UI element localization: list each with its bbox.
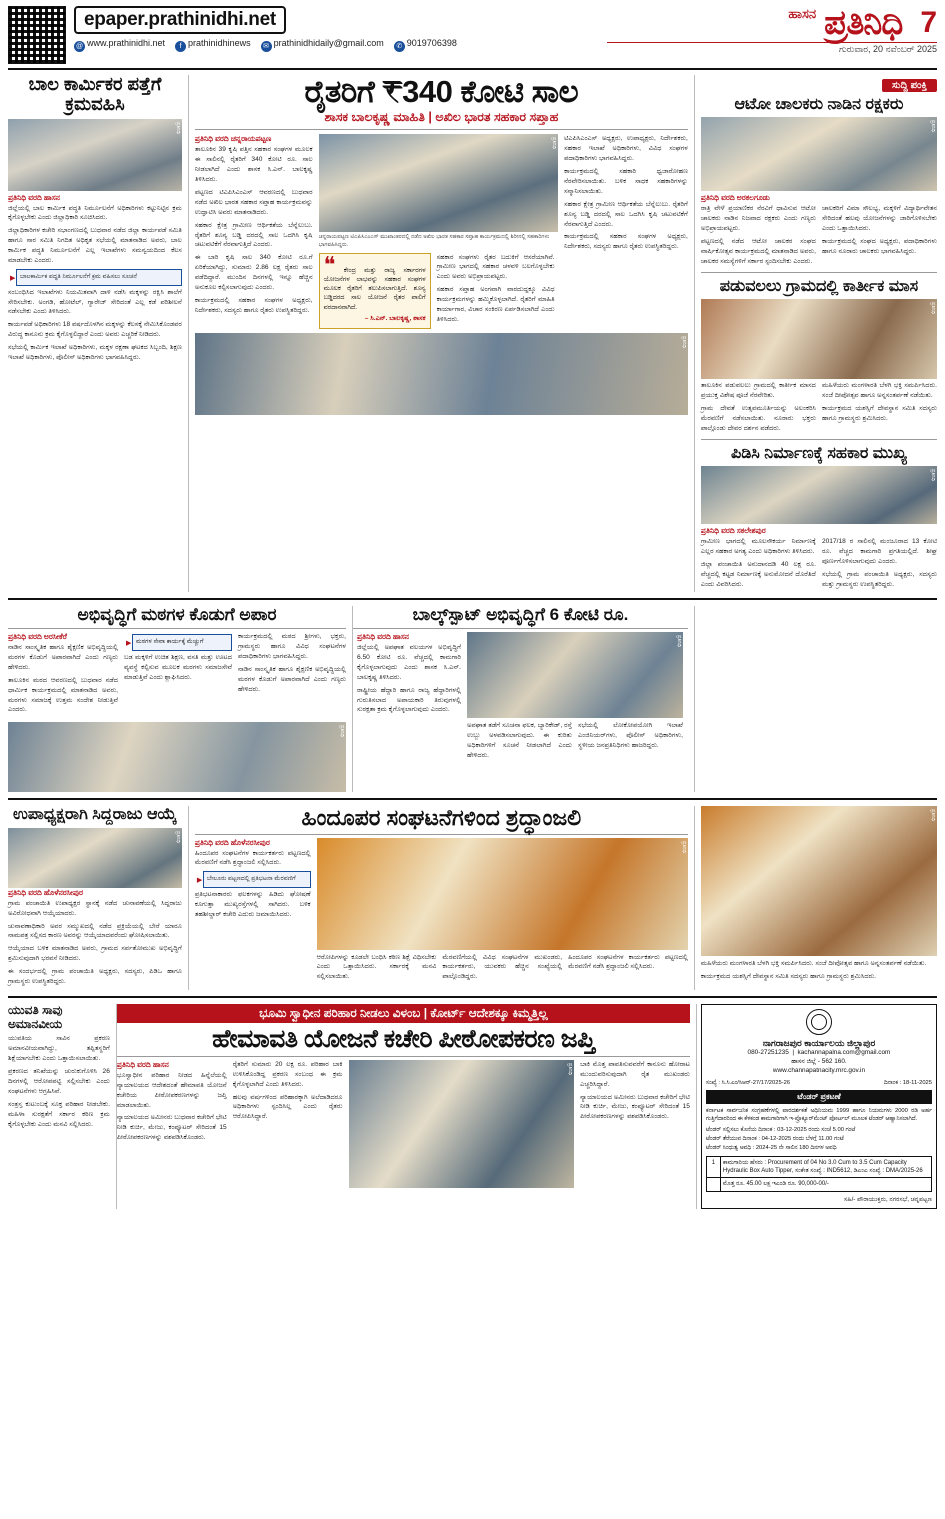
mid-right-photo — [467, 632, 683, 718]
paragraph: ಈ ಸಂದರ್ಭದಲ್ಲಿ ಗ್ರಾಮ ಪಂಚಾಯಿತಿ ಅಧ್ಯಕ್ಷರು, ಸದಸ್ಯರು, ಪಿಡಿಒ ಹಾಗೂ ಗ್ರಾಮಸ್ಥರು ಉಪಸ್ಥಿತರಿದ್ದರು. — [8, 968, 182, 985]
paragraph: ಟಿಎಪಿಸಿಎಂಎಸ್ ಅಧ್ಯಕ್ಷರು, ಉಪಾಧ್ಯಕ್ಷರು, ನಿರ್ದೇಶಕರು, ಸಹಕಾರ ಇಲಾಖೆ ಅಧಿಕಾರಿಗಳು, ವಿವಿಧ ಸಂಘಗಳ ಪದಾಧಿಕಾರಿಗಳು ಭಾಗವಹಿಸಿದ್ದರು. — [564, 135, 688, 163]
ad-item-no: 1 — [706, 1156, 720, 1178]
ad-signature: ಸಹಿ/- ಪೌರಾಯುಕ್ತರು, ನಗರಸಭೆ, ಚನ್ನಪಟ್ಟಣ — [844, 1195, 932, 1203]
right-story-0-photo — [701, 117, 937, 191]
left-body — [8, 204, 182, 363]
social-item[interactable] — [175, 38, 251, 52]
photo-credit: ಪ್ರತಿನಿಧಿ — [676, 635, 682, 648]
bottom-left-headline: ಯುವತಿ ಸಾವು ಅಮಾನವೀಯ — [8, 1002, 63, 1031]
ad-title: ಟೆಂಡರ್ ಪ್ರಕಟಣೆ — [706, 1090, 932, 1103]
quote-icon: ❝ — [323, 251, 336, 277]
ad-body: ಕರ್ನಾಟಕ ಸಾರ್ವಜನಿಕ ಸಂಗ್ರಹಣೆಗಳಲ್ಲಿ ಪಾರದರ್ಶಕತೆ ಅಧಿನಿಯಮ 1999 ಹಾಗೂ ನಿಯಮಗಳು 2000 ರಡಿ ಅರ್ಹ ಗುತ್ತಿಗೆದಾರರಿಂದ ಈ ಕೆಳಕಂಡ ಕಾಮಗಾರಿಗಾಗಿ ಇ-ಪ್ರೊಕ್ಯೂರ್‌ಮೆಂಟ್ ಪೋರ್ಟಲ್ ಮೂಲಕ ಟೆಂಡರ್ ಆಹ್ವಾನಿಸಲಾಗಿದೆ. — [705, 1107, 932, 1123]
paragraph: ಗ್ರಾಮೀಣ ಭಾಗದಲ್ಲಿ ಮೂಲಸೌಕರ್ಯ ನಿರ್ಮಾಣಕ್ಕೆ ಎಲ್ಲರ ಸಹಕಾರ ಅಗತ್ಯ ಎಂದು ಅಧಿಕಾರಿಗಳು ತಿಳಿಸಿದರು. — [700, 537, 816, 555]
masthead-middle — [74, 6, 599, 52]
paragraph: 2017/18 ರ ಸಾಲಿನಲ್ಲಿ ಮಂಜೂರಾದ 13 ಕೋಟಿ ರೂ. ವೆಚ್ಚದ ಕಾಮಗಾರಿ ಪ್ರಗತಿಯಲ್ಲಿದೆ. ಶೀಘ್ರ ಪೂರ್ಣಗೊಳಿಸಲಾಗುವುದು ಎಂದರು. — [821, 537, 937, 565]
paragraph: ನ್ಯಾಯಾಲಯದ ಅಮೀನರು ಬುಧವಾರ ಕಚೇರಿಗೆ ಭೇಟಿ ನೀಡಿ ಕುರ್ಚಿ, ಮೇಜು, ಕಂಪ್ಯೂಟರ್ ಸೇರಿದಂತೆ 15 ಪೀಠೋಪಕರಣಗಳನ್ನು ವಶಪಡಿಸಿಕೊಂಡರು. — [116, 1114, 227, 1142]
paragraph: ತಾಲೂಕಿನ ಪಡುವಲಲು ಗ್ರಾಮದಲ್ಲಿ ಕಾರ್ತೀಕ ಮಾಸದ ಪ್ರಯುಕ್ತ ವಿಶೇಷ ಪೂಜೆ ನೆರವೇರಿತು. — [700, 382, 816, 400]
bottom-body-b — [233, 1060, 343, 1122]
paragraph: ಸಹಕಾರ ಕ್ಷೇತ್ರ ಗ್ರಾಮೀಣ ಆರ್ಥಿಕತೆಯ ಬೆನ್ನೆಲುಬು. ರೈತರಿಗೆ ಶೂನ್ಯ ಬಡ್ಡಿ ದರದಲ್ಲಿ ಸಾಲ ಒದಗಿಸಿ ಕೃಷಿ ಚಟುವಟಿಕೆಗೆ ನೆರವಾಗುತ್ತಿದೆ ಎಂದರು. — [194, 221, 313, 249]
callout-author: – ಸಿ.ಎನ್. ಬಾಲಕೃಷ್ಣ, ಶಾಸಕ — [364, 314, 426, 322]
photo-credit: ಪ್ರತಿನಿಧಿ — [930, 809, 936, 822]
publication-logo: ಪ್ರತಿನಿಧಿ — [824, 4, 903, 42]
website-item[interactable] — [74, 38, 165, 52]
paragraph: ಸಹಕಾರ ಕ್ಷೇತ್ರ ಗ್ರಾಮೀಣ ಆರ್ಥಿಕತೆಯ ಬೆನ್ನೆಲುಬು. ರೈತರಿಗೆ ಶೂನ್ಯ ಬಡ್ಡಿ ದರದಲ್ಲಿ ಸಾಲ ಒದಗಿಸಿ ಕೃಷಿ ಚಟುವಟಿಕೆಗೆ ನೆರವಾಗುತ್ತಿದೆ ಎಂದರು. — [564, 200, 688, 228]
right-story-2-photo — [701, 466, 937, 524]
right-story-1-body — [701, 381, 937, 433]
main-body-a — [195, 145, 313, 315]
ad-table — [706, 1156, 932, 1192]
paragraph: ಜಿಲ್ಲೆಯಲ್ಲಿ ಅಪಘಾತ ವಲಯಗಳ ಅಭಿವೃದ್ಧಿಗೆ 6.50 ಕೋಟಿ ರೂ. ವೆಚ್ಚದಲ್ಲಿ ಕಾಮಗಾರಿ ಕೈಗೊಳ್ಳಲಾಗುವುದು ಎಂದು ಶಾಸಕ ಸಿ.ಎನ್. ಬಾಲಕೃಷ್ಣ ತಿಳಿಸಿದರು. — [357, 644, 461, 681]
paragraph: ಗ್ರಾಮ ಪಂಚಾಯಿತಿ ಉಪಾಧ್ಯಕ್ಷರ ಸ್ಥಾನಕ್ಕೆ ನಡೆದ ಚುನಾವಣೆಯಲ್ಲಿ ಸಿದ್ದರಾಜು ಅವಿರೋಧವಾಗಿ ಆಯ್ಕೆಯಾದರು. — [8, 899, 182, 917]
paragraph: ಸಹಕಾರ ಸಂಘಗಳು ರೈತರ ಬದುಕಿಗೆ ಆಸರೆಯಾಗಿವೆ. ಗ್ರಾಮೀಣ ಭಾಗದಲ್ಲಿ ಸಹಕಾರ ಚಳವಳಿ ಬಲಗೊಳ್ಳಬೇಕು ಎಂದು ಅವರು ಅಭಿಪ್ರಾಯಪಟ್ಟರು. — [436, 253, 555, 281]
paragraph: ಆಯ್ಕೆಯಾದ ಬಳಿಕ ಮಾತನಾಡಿದ ಅವರು, ಗ್ರಾಮದ ಸರ್ವತೋಮುಖ ಅಭಿವೃದ್ಧಿಗೆ ಶ್ರಮಿಸುವುದಾಗಿ ಭರವಸೆ ನೀಡಿದರು. — [8, 945, 182, 963]
ad-pin: ಹಾಸನ ಜಿಲ್ಲೆ - 562 160. — [791, 1058, 847, 1066]
paragraph: ಹಿಂದೂಪರ ಸಂಘಟನೆಗಳ ಕಾರ್ಯಕರ್ತರು ಪಟ್ಟಣದಲ್ಲಿ ಮೆರವಣಿಗೆ ನಡೆಸಿ ಶ್ರದ್ಧಾಂಜಲಿ ಸಲ್ಲಿಸಿದರು. — [194, 849, 311, 867]
bottom-left-body — [8, 1034, 110, 1129]
lower-left-byline: ಪ್ರತಿನಿಧಿ ವರದಿ ಹೊಳೆನರಸೀಪುರ — [8, 887, 83, 897]
paragraph: ಬಾಕಿ ಮೊತ್ತ ಪಾವತಿಸುವವರೆಗೆ ಕಾನೂನು ಹೋರಾಟ ಮುಂದುವರಿಸುವುದಾಗಿ ರೈತ ಮುಖಂಡರು ಎಚ್ಚರಿಸಿದ್ದಾರೆ. — [580, 1060, 690, 1088]
mid-right-story — [352, 606, 688, 792]
qr-code-icon — [8, 6, 66, 64]
photo-credit: ಪ್ರತಿನಿಧಿ — [567, 1062, 574, 1075]
phone-item[interactable] — [394, 38, 457, 52]
lower-right-photo — [701, 806, 937, 956]
lower-mid-story — [188, 806, 688, 990]
bottom-main-story — [116, 1004, 690, 1209]
left-tagbox: ▶ ಬಾಲಕಾರ್ಮಿಕ ಪದ್ಧತಿ ನಿರ್ಮೂಲನೆಗೆ ಕ್ರಮ ವಹಿಸಲು ಸೂಚನೆ — [16, 269, 182, 286]
lower-mid-byline: ಪ್ರತಿನಿಧಿ ವರದಿ ಹೊಳೆನರಸೀಪುರ — [194, 837, 270, 847]
photo-credit: ಪ್ರತಿನಿಧಿ — [551, 137, 558, 150]
issue-date: ಗುರುವಾರ, 20 ನವೆಂಬರ್ 2025 — [607, 42, 937, 55]
paragraph: ಕಾರ್ಯಕ್ರಮದಲ್ಲಿ ಸಹಕಾರಿ ಧ್ವಜಾರೋಹಣ ನೆರವೇರಿಸಲಾಯಿತು. ಬಳಿಕ ಸಾಧಕ ಸಹಕಾರಿಗಳನ್ನು ಸನ್ಮಾನಿಸಲಾಯಿತು. — [564, 168, 688, 195]
photo-credit: ಪ್ರತಿನಿಧಿ — [930, 302, 936, 315]
main-headline: ರೈತರಿಗೆ ₹340 ಕೋಟಿ ಸಾಲ — [304, 74, 579, 109]
paragraph: ಕಾರ್ಯಕ್ರಮದಲ್ಲಿ ಮಠದ ಶ್ರೀಗಳು, ಭಕ್ತರು, ಗ್ರಾಮಸ್ಥರು ಹಾಗೂ ವಿವಿಧ ಸಂಘಟನೆಗಳ ಪದಾಧಿಕಾರಿಗಳು ಭಾಗವಹಿಸಿದ್ದರು. — [238, 633, 346, 660]
photo-credit: ಪ್ರತಿನಿಧಿ — [930, 468, 936, 482]
paragraph: ಪ್ರಕರಣದ ತನಿಖೆಯನ್ನು ಚುರುಕುಗೊಳಿಸಿ 26 ದಿನಗಳಲ್ಲಿ ಆರೋಪಪಟ್ಟಿ ಸಲ್ಲಿಸಬೇಕು ಎಂದು ಸಂಘಟನೆಗಳು ಆಗ್ರಹಿಸಿವೆ. — [8, 1068, 110, 1095]
mid-right-body-b — [467, 721, 683, 761]
paragraph: ನ್ಯಾಯಾಲಯದ ಅಮೀನರು ಬುಧವಾರ ಕಚೇರಿಗೆ ಭೇಟಿ ನೀಡಿ ಕುರ್ಚಿ, ಮೇಜು, ಕಂಪ್ಯೂಟರ್ ಸೇರಿದಂತೆ 15 ಪೀಠೋಪಕರಣಗಳನ್ನು ವಶಪಡಿಸಿಕೊಂಡರು. — [580, 1093, 690, 1121]
paragraph: ಕಾರ್ಯಕ್ರಮದಲ್ಲಿ ಸಂಘದ ಅಧ್ಯಕ್ಷರು, ಪದಾಧಿಕಾರಿಗಳು ಹಾಗೂ ನೂರಾರು ಚಾಲಕರು ಭಾಗವಹಿಸಿದ್ದರು. — [821, 238, 937, 255]
right-story-2-body — [701, 537, 937, 592]
paragraph: ಕಾರ್ಯಕ್ರಮದ ಯಶಸ್ಸಿಗೆ ದೇವಸ್ಥಾನ ಸಮಿತಿ ಸದಸ್ಯರು ಹಾಗೂ ಗ್ರಾಮಸ್ಥರು ಶ್ರಮಿಸಿದರು. — [700, 973, 877, 981]
ad-date: ದಿನಾಂಕ : 18-11-2025 — [883, 1080, 932, 1087]
bottom-left-story — [8, 1004, 110, 1209]
paragraph: ಕಾರ್ಯಪಡೆ ಅಧಿಕಾರಿಗಳು 18 ವರ್ಷದೊಳಗಿನ ಮಕ್ಕಳನ್ನು ಕೆಲಸಕ್ಕೆ ನೇಮಿಸಿಕೊಂಡವರ ವಿರುದ್ಧ ಕಾನೂನು ಕ್ರಮ ಕೈಗೊಳ್ಳಲಿದ್ದಾರೆ ಎಂದು ಅವರು ಎಚ್ಚರಿಕೆ ನೀಡಿದರು. — [8, 321, 182, 339]
lower-left-story — [8, 806, 182, 990]
lower-mid-body-b — [317, 953, 688, 983]
paragraph: ತಾಲೂಕಿನ ಮಠದ ಆವರಣದಲ್ಲಿ ಬುಧವಾರ ನಡೆದ ಧಾರ್ಮಿಕ ಕಾರ್ಯಕ್ರಮದಲ್ಲಿ ಮಾತನಾಡಿದ ಅವರು, ಮಠಗಳು ಸಮಾಜಕ್ಕೆ ಉತ್ತಮ ಸಂದೇಶ ನೀಡುತ್ತಿವೆ ಎಂದರು. — [8, 676, 118, 714]
email-item[interactable] — [261, 38, 384, 52]
paragraph: ಜಿಲ್ಲಾಧಿಕಾರಿಗಳ ಕಚೇರಿ ಸಭಾಂಗಣದಲ್ಲಿ ಬುಧವಾರ ನಡೆದ ಜಿಲ್ಲಾ ಕಾರ್ಯಪಡೆ ಸಮಿತಿ ಹಾಗೂ ಸಾರ ಸಮಿತಿ ನಿಗದಿತ ಅಧಿಕೃತ ಸಭೆಯಲ್ಲಿ ಮಾತನಾಡಿದ ಅವರು, ಬಾಲ ಕಾರ್ಮಿಕ ಪದ್ಧತಿ ನಿರ್ಮೂಲನೆಗೆ ಎಲ್ಲ ಇಲಾಖೆಗಳು ಸಮನ್ವಯದಿಂದ ಕೆಲಸ ಮಾಡಬೇಕು ಎಂದರು. — [8, 227, 182, 265]
ad-schedule-item: ಟೆಂಡರ್ ತೆರೆಯುವ ದಿನಾಂಕ : 04-12-2025 ರಂದು ಬೆಳಗ್ಗೆ 11.00 ಗಂಟೆ — [705, 1136, 844, 1143]
main-column — [188, 75, 688, 592]
lower-right-photo-block — [694, 806, 937, 990]
lower-right-body — [701, 959, 937, 982]
photo-credit: ಪ್ರತಿನಿಧಿ — [930, 120, 936, 133]
ad-item-amount: ಮೊತ್ತ ರೂ. 45.00 ಲಕ್ಷ ಇಎಂಡಿ ರೂ. 90,000-00/- — [720, 1178, 931, 1191]
phone-text: 9019706398 — [406, 38, 457, 48]
paragraph: ಸಭೆಯಲ್ಲಿ ಲೋಕೋಪಯೋಗಿ ಇಲಾಖೆ ಎಂಜಿನಿಯರ್‌ಗಳು, ಪೊಲೀಸ್ ಅಧಿಕಾರಿಗಳು, ಸ್ಥಳೀಯ ಜನಪ್ರತಿನಿಧಿಗಳು ಹಾಜರಿದ್ದರು. — [578, 722, 683, 749]
tender-advertisement — [696, 1004, 937, 1209]
mid-left-tagbox: ▶ ಮಠಗಳ ಸೇವಾ ಕಾರ್ಯಕ್ಕೆ ಮೆಚ್ಚುಗೆ — [132, 634, 232, 651]
paragraph: ಗ್ರಾಮ ದೇವತೆ ಉತ್ಸವಮೂರ್ತಿಯನ್ನು ಅಲಂಕರಿಸಿ ಮೆರವಣಿಗೆ ನಡೆಸಲಾಯಿತು. ನೂರಾರು ಭಕ್ತರು ಪಾಲ್ಗೊಂಡು ದೇವರ ದರ್ಶನ ಪಡೆದರು. — [700, 404, 816, 432]
ad-item-desc: ಕಾಮಗಾರಿಯ ಹೆಸರು : Procurement of 04 No 3.0 Cum to 3.5 Cum Capacity Hydraulic Box Auto Tipper, ಸಂಕೇತ ಸಂಖ್ಯೆ : IND5612, ಡಿಎಂಎ ಸಂಖ್ಯೆ : DMA/2025-26 — [720, 1156, 931, 1178]
paragraph: ಆರೋಪಿಗಳನ್ನು ಕೂಡಲೇ ಬಂಧಿಸಿ ಕಠಿಣ ಶಿಕ್ಷೆ ವಿಧಿಸಬೇಕು ಎಂದು ಒತ್ತಾಯಿಸಿದರು. ಸರ್ಕಾರಕ್ಕೆ ಮನವಿ ಸಲ್ಲಿಸಲಾಯಿತು. — [316, 953, 437, 981]
lower-left-photo — [8, 828, 182, 888]
ad-website: www.channapatnacity.mrc.gov.in — [772, 1067, 866, 1075]
lower-mid-tagbox: ▶ ಬೇಲೂರು ಪಟ್ಟಣದಲ್ಲಿ ಪ್ರತಿಭಟನಾ ಮೆರವಣಿಗೆ — [203, 871, 311, 888]
paragraph: ಈ ಬಾರಿ ಕೃಷಿ ಸಾಲ 340 ಕೋಟಿ ರೂ.ಗೆ ಏರಿಕೆಯಾಗಿದ್ದು, ಸುಮಾರು 2.86 ಲಕ್ಷ ರೈತರು ಸಾಲ ಪಡೆದಿದ್ದಾರೆ. ಮುಂದಿನ ದಿನಗಳಲ್ಲಿ ಇನ್ನೂ ಹೆಚ್ಚಿನ ಅನುಕೂಲ ಕಲ್ಪಿಸಲಾಗುವುದು ಎಂದರು. — [194, 254, 313, 292]
lower-section — [8, 806, 937, 990]
left-byline: ಪ್ರತಿನಿಧಿ ವರದಿ ಹಾಸನ — [8, 192, 60, 202]
masthead — [8, 6, 937, 70]
mail-icon: ✉ — [261, 41, 272, 52]
mid-left-headline: ಅಭಿವೃದ್ಧಿಗೆ ಮಠಗಳ ಕೊಡುಗೆ ಅಪಾರ — [77, 605, 277, 625]
paragraph: ನಾಡಿನ ಸಾಂಸ್ಕೃತಿಕ ಹಾಗೂ ಶೈಕ್ಷಣಿಕ ಅಭಿವೃದ್ಧಿಯಲ್ಲಿ ಮಠಗಳ ಕೊಡುಗೆ ಅಪಾರವಾಗಿದೆ ಎಂದು ಗಣ್ಯರು ಹೇಳಿದರು. — [8, 644, 118, 671]
main-byline: ಪ್ರತಿನಿಧಿ ವರದಿ ಚನ್ನರಾಯಪಟ್ಟಣ — [194, 134, 272, 144]
table-row — [706, 1156, 931, 1178]
paragraph: ರೈತರಿಗೆ ಸುಮಾರು 20 ಲಕ್ಷ ರೂ. ಪರಿಹಾರ ಬಾಕಿ ಉಳಿಸಿಕೊಂಡಿದ್ದ ಪ್ರಕರಣ ಸಂಬಂಧ ಈ ಕ್ರಮ ಕೈಗೊಳ್ಳಲಾಗಿದೆ ಎಂದು ತಿಳಿಸಿದರು. — [232, 1060, 343, 1088]
mid-left-body-c — [238, 632, 346, 694]
page-number: 7 — [920, 6, 937, 39]
right-story-0-headline: ಆಟೋ ಚಾಲಕರು ನಾಡಿನ ರಕ್ಷಕರು — [734, 96, 904, 113]
mid-left-body-a — [8, 643, 118, 715]
ad-ref-no: ಸಂಖ್ಯೆ : ಸಿ.ಸಿ.ಎಂ/ಸಿಆರ್-27/17/2025-26 — [705, 1080, 791, 1087]
left-headline: ಬಾಲ ಕಾರ್ಮಿಕರ ಪತ್ತೆಗೆ ಕ್ರಮವಹಿಸಿ — [28, 74, 162, 114]
mid-right-byline: ಪ್ರತಿನಿಧಿ ವರದಿ ಹಾಸನ — [357, 632, 409, 642]
paragraph: ಹಲವು ವರ್ಷಗಳಿಂದ ಪರಿಹಾರಕ್ಕಾಗಿ ಅಲೆದಾಡಿದರೂ ಅಧಿಕಾರಿಗಳು ಸ್ಪಂದಿಸಿಲ್ಲ ಎಂದು ರೈತರು ಆರೋಪಿಸಿದ್ದಾರೆ. — [232, 1093, 343, 1121]
lower-left-body — [8, 899, 182, 987]
globe-icon: @ — [75, 43, 84, 50]
callout-text: ಕೇಂದ್ರ ಮತ್ತು ರಾಜ್ಯ ಸರ್ಕಾರಗಳ ಯೋಜನೆಗಳ ಲಾಭವನ್ನು ಸಹಕಾರ ಸಂಘಗಳ ಮೂಲಕ ರೈತರಿಗೆ ತಲುಪಿಸಲಾಗುತ್ತಿದೆ. ಶೂನ್ಯ ಬಡ್ಡಿದರದ ಸಾಲ ಯೋಜನೆ ರೈತರ ಪಾಲಿಗೆ ವರದಾನವಾಗಿದೆ. — [323, 266, 426, 311]
paragraph: ಸಂತ್ರಸ್ತ ಕುಟುಂಬಕ್ಕೆ ಸೂಕ್ತ ಪರಿಹಾರ ನೀಡಬೇಕು. ಮಹಿಳಾ ಸುರಕ್ಷತೆಗೆ ಸರ್ಕಾರ ಕಠಿಣ ಕ್ರಮ ಕೈಗೊಳ್ಳಬೇಕು ಎಂದು ಮನವಿ ಸಲ್ಲಿಸಿದರು. — [8, 1100, 110, 1128]
right-column — [694, 75, 937, 592]
paragraph: ಜಿಲ್ಲಾ ಪಂಚಾಯಿತಿ ಅನುದಾನದಡಿ 40 ಲಕ್ಷ ರೂ. ವೆಚ್ಚದಲ್ಲಿ ಕಟ್ಟಡ ನಿರ್ಮಾಣಕ್ಕೆ ಅನುಮೋದನೆ ದೊರೆತಿದೆ ಎಂದು ವಿವರಿಸಿದರು. — [700, 560, 816, 588]
ad-schedule-item: ಟೆಂಡರ್ ಸಲ್ಲಿಸಲು ಕೊನೆಯ ದಿನಾಂಕ : 03-12-2025 ರಂದು ಸಂಜೆ 5.00 ಗಂಟೆ — [705, 1127, 856, 1134]
photo-credit: ಪ್ರತಿನಿಧಿ — [680, 840, 687, 853]
photo-credit: ಪ್ರತಿನಿಧಿ — [174, 830, 181, 843]
paragraph: ಅಪಘಾತ ತಡೆಗೆ ಸೂಚನಾ ಫಲಕ, ಬ್ಯಾರಿಕೇಡ್, ರಸ್ತೆ ಉಬ್ಬು ಅಳವಡಿಸಲಾಗುವುದು. ಈ ಕುರಿತು ಅಧಿಕಾರಿಗಳಿಗೆ ಸೂಚನೆ ನೀಡಲಾಗಿದೆ ಎಂದು ಹೇಳಿದರು. — [467, 722, 572, 759]
paragraph: ಜಿಲ್ಲೆಯಲ್ಲಿ ಬಾಲ ಕಾರ್ಮಿಕ ಪದ್ಧತಿ ನಿರ್ಮೂಲನೆಗೆ ಅಧಿಕಾರಿಗಳು ಕಟ್ಟುನಿಟ್ಟಿನ ಕ್ರಮ ಕೈಗೊಳ್ಳಬೇಕು ಎಂದು ಜಿಲ್ಲಾಧಿಕಾರಿ ಸೂಚಿಸಿದರು. — [8, 204, 182, 222]
mid-right-headline: ಬಾಲ್ಕ್‌ಸ್ಪಾಟ್ ಅಭಿವೃದ್ಧಿಗೆ 6 ಕೋಟಿ ರೂ. — [412, 605, 629, 625]
right-story-0-byline: ಪ್ರತಿನಿಧಿ ವರದಿ ಅರಕಲಗೂಡು — [700, 193, 770, 203]
paragraph: ಪಟ್ಟಣದಲ್ಲಿ ನಡೆದ ಆಟೋ ಚಾಲಕರ ಸಂಘದ ವಾರ್ಷಿಕೋತ್ಸವ ಕಾರ್ಯಕ್ರಮದಲ್ಲಿ ಮಾತನಾಡಿದ ಅವರು, ಚಾಲಕರ ಸಮಸ್ಯೆಗಳಿಗೆ ಸರ್ಕಾರ ಸ್ಪಂದಿಸಬೇಕು ಎಂದರು. — [700, 238, 816, 265]
ad-schedule-item: ಟೆಂಡರ್ ಸಿಂಧುತ್ವ ಅವಧಿ : 2024-25 ನೇ ಸಾಲಿನ 180 ದಿನಗಳ ಅವಧಿ — [705, 1144, 837, 1151]
ad-item-no-blank — [706, 1178, 720, 1191]
middle-right-spacer — [694, 606, 937, 792]
paragraph: ಮಹಿಳೆಯರು ಮಂಗಳಾರತಿ ಬೆಳಗಿ ಭಕ್ತಿ ಸಮರ್ಪಿಸಿದರು. ಸಂಜೆ ದೀಪೋತ್ಸವ ಹಾಗೂ ಅನ್ನಸಂತರ್ಪಣೆ ನಡೆಯಿತು. — [700, 960, 927, 968]
paragraph: ಬಡ ಮಕ್ಕಳಿಗೆ ಉಚಿತ ಶಿಕ್ಷಣ, ವಸತಿ ಮತ್ತು ಊಟದ ವ್ಯವಸ್ಥೆ ಕಲ್ಪಿಸುವ ಮೂಲಕ ಮಠಗಳು ಸಮಾಜಸೇವೆ ಮಾಡುತ್ತಿವೆ ಎಂದು ಶ್ಲಾಘಿಸಿದರು. — [124, 653, 232, 681]
lower-mid-photo — [317, 838, 688, 950]
lower-mid-body-a — [195, 849, 311, 920]
social-icon: f — [175, 41, 186, 52]
paragraph: ಸಭೆಯಲ್ಲಿ ಕಾರ್ಮಿಕ ಇಲಾಖೆ ಅಧಿಕಾರಿಗಳು, ಮಕ್ಕಳ ರಕ್ಷಣಾ ಘಟಕದ ಸಿಬ್ಬಂದಿ, ಶಿಕ್ಷಣ ಇಲಾಖೆ ಅಧಿಕಾರಿಗಳು, ಪೊಲೀಸ್ ಅಧಿಕಾರಿಗಳು ಭಾಗವಹಿಸಿದ್ದರು. — [8, 344, 182, 361]
paragraph: ಹಿಂದೂಪರ ಸಂಘಟನೆಗಳ ಕಾರ್ಯಕರ್ತರು ಪಟ್ಟಣದಲ್ಲಿ ಮೆರವಣಿಗೆ ನಡೆಸಿ ಶ್ರದ್ಧಾಂಜಲಿ ಸಲ್ಲಿಸಿದರು. — [568, 953, 688, 971]
mid-left-story — [8, 606, 346, 792]
paragraph: ಸಭೆಯಲ್ಲಿ ಗ್ರಾಮ ಪಂಚಾಯಿತಿ ಅಧ್ಯಕ್ಷರು, ಸದಸ್ಯರು ಮತ್ತು ಗ್ರಾಮಸ್ಥರು ಉಪಸ್ಥಿತರಿದ್ದರು. — [821, 570, 937, 588]
paragraph: ಕಾರ್ಯಕ್ರಮದಲ್ಲಿ ಸಹಕಾರ ಸಂಘಗಳ ಅಧ್ಯಕ್ಷರು, ನಿರ್ದೇಶಕರು, ಸದಸ್ಯರು ಹಾಗೂ ರೈತರು ಉಪಸ್ಥಿತರಿದ್ದರು. — [194, 296, 313, 314]
mid-left-body-b — [124, 653, 232, 683]
paragraph: ಕಾರ್ಯಕ್ರಮದಲ್ಲಿ ಸಹಕಾರ ಸಂಘಗಳ ಅಧ್ಯಕ್ಷರು, ನಿರ್ದೇಶಕರು, ಸದಸ್ಯರು ಹಾಗೂ ರೈತರು ಉಪಸ್ಥಿತರಿದ್ದರು. — [564, 233, 688, 251]
main-photo-caption: ಚನ್ನರಾಯಪಟ್ಟಣ ಟಿಎಪಿಸಿಎಂಎಸ್ ಮುಖಾಂತರದಲ್ಲಿ ನಡೆದ ಅಖಿಲ ಭಾರತ ಸಹಕಾರ ಸಪ್ತಾಹ ಕಾರ್ಯಕ್ರಮದಲ್ಲಿ ಶಿರೀನಲ್ಲಿ ಸಹಕಾರಿಗಳು ಭಾಗವಹಿಸಿದ್ದರು. — [318, 234, 550, 249]
mid-left-photo — [8, 722, 346, 792]
ad-contact: 080-27251235 | kachannapalna.com@gmail.com — [747, 1049, 891, 1057]
paragraph: ಸಂಬಂಧಿಸಿದ ಇಲಾಖೆಗಳು ನಿಯಮಿತವಾಗಿ ದಾಳಿ ನಡೆಸಿ ಮಕ್ಕಳನ್ನು ರಕ್ಷಿಸಿ ಶಾಲೆಗೆ ಸೇರಿಸಬೇಕು. ಅಂಗಡಿ, ಹೋಟೆಲ್, ಗ್ಯಾರೇಜ್ ಸೇರಿದಂತೆ ಎಲ್ಲ ಕಡೆ ಪರಿಶೀಲನೆ ನಡೆಸಬೇಕು ಎಂದು ತಿಳಿಸಿದರು. — [8, 288, 182, 316]
ad-phone: 080-27251235 — [747, 1049, 789, 1057]
paragraph: ನಾಡಿನ ಸಾಂಸ್ಕೃತಿಕ ಹಾಗೂ ಶೈಕ್ಷಣಿಕ ಅಭಿವೃದ್ಧಿಯಲ್ಲಿ ಮಠಗಳ ಕೊಡುಗೆ ಅಪಾರವಾಗಿದೆ ಎಂದು ಗಣ್ಯರು ಹೇಳಿದರು. — [238, 665, 346, 693]
bottom-kicker: ಭೂಮಿ ಸ್ವಾಧೀನ ಪರಿಹಾರ ನೀಡಲು ವಿಳಂಬ | ಕೋರ್ಟ್ ಆದೇಶಕ್ಕೂ ಕಿಮ್ಮತ್ತಿಲ್ಲ — [117, 1004, 690, 1023]
lower-mid-headline: ಹಿಂದೂಪರ ಸಂಘಟನೆಗಳಿಂದ ಶ್ರದ್ಧಾಂಜಲಿ — [301, 805, 582, 831]
right-story-0-body — [701, 204, 937, 266]
contact-bar — [74, 38, 599, 52]
paragraph: ಭೂಸ್ವಾಧೀನ ಪರಿಹಾರ ನೀಡದ ಹಿನ್ನೆಲೆಯಲ್ಲಿ ನ್ಯಾಯಾಲಯದ ಆದೇಶದಂತೆ ಹೇಮಾವತಿ ಯೋಜನೆ ಕಚೇರಿಯ ಪೀಠೋಪಕರಣಗಳನ್ನು ಜಪ್ತಿ ಮಾಡಲಾಯಿತು. — [116, 1071, 227, 1109]
main-subhead: ಶಾಸಕ ಬಾಲಕೃಷ್ಣ ಮಾಹಿತಿ | ಅಖಿಲ ಭಾರತ ಸಹಕಾರ ಸಪ್ತಾಹ — [324, 110, 559, 125]
top-section — [8, 75, 937, 592]
paragraph: ಕಾರ್ಯಕ್ರಮದ ಯಶಸ್ಸಿಗೆ ದೇವಸ್ಥಾನ ಸಮಿತಿ ಸದಸ್ಯರು ಹಾಗೂ ಗ್ರಾಮಸ್ಥರು ಶ್ರಮಿಸಿದರು. — [821, 404, 937, 422]
paragraph: ರಾತ್ರಿ ವೇಳೆ ಪ್ರಯಾಣಿಕರ ನೆರವಿಗೆ ಧಾವಿಸುವ ಆಟೋ ಚಾಲಕರು ನಾಡಿನ ನಿಜವಾದ ರಕ್ಷಕರು ಎಂದು ಗಣ್ಯರು ಅಭಿಪ್ರಾಯಪಟ್ಟರು. — [700, 205, 816, 233]
paragraph: ಸಹಕಾರ ಸಪ್ತಾಹ ಅಂಗವಾಗಿ ವಾರದುದ್ದಕ್ಕೂ ವಿವಿಧ ಕಾರ್ಯಕ್ರಮಗಳನ್ನು ಹಮ್ಮಿಕೊಳ್ಳಲಾಗಿದೆ. ರೈತರಿಗೆ ಮಾಹಿತಿ ಕಾರ್ಯಾಗಾರ, ವಿಚಾರ ಸಂಕಿರಣ ಏರ್ಪಡಿಸಲಾಗಿದೆ ಎಂದು ತಿಳಿಸಿದರು. — [436, 286, 555, 323]
ad-email: kachannapalna.com@gmail.com — [797, 1049, 891, 1057]
ad-office: ನಾಗರಾಜಪುರ ಕಾರ್ಯಾಲಯ ಜಿಲ್ಲಾಪುರ — [762, 1037, 876, 1048]
table-row — [706, 1178, 931, 1191]
photo-credit: ಪ್ರತಿನಿಧಿ — [680, 335, 687, 348]
photo-credit: ಪ್ರತಿನಿಧಿ — [339, 725, 345, 738]
main-callout — [319, 253, 431, 329]
bottom-section — [8, 1004, 937, 1209]
right-story-1-photo — [701, 299, 937, 379]
paragraph: ರಾಷ್ಟ್ರೀಯ ಹೆದ್ದಾರಿ ಹಾಗೂ ರಾಜ್ಯ ಹೆದ್ದಾರಿಗಳಲ್ಲಿ ಗುರುತಿಸಲಾದ ಅಪಾಯಕಾರಿ ತಿರುವುಗಳಲ್ಲಿ ಸುರಕ್ಷತಾ ಕ್ರಮ ಕೈಗೊಳ್ಳಲಾಗುವುದು ಎಂದರು. — [357, 686, 461, 714]
bottom-photo — [349, 1060, 575, 1188]
left-column — [8, 75, 182, 592]
main-photo — [319, 134, 559, 232]
right-story-2-headline: ಪಿಡಿಸಿ ನಿರ್ಮಾಣಕ್ಕೆ ಸಹಕಾರ ಮುಖ್ಯ — [730, 444, 907, 462]
lower-left-headline: ಉಪಾಧ್ಯಕ್ಷರಾಗಿ ಸಿದ್ದರಾಜು ಆಯ್ಕೆ — [13, 806, 177, 824]
main-photo-2 — [195, 333, 688, 415]
masthead-right — [607, 6, 937, 55]
main-body-c — [564, 134, 688, 252]
edition-city: ಹಾಸನ — [788, 6, 817, 21]
epaper-url[interactable]: epaper.prathinidhi.net — [74, 6, 286, 34]
government-emblem-icon — [806, 1009, 832, 1035]
paragraph: ಪಟ್ಟಣದ ಟಿಎಪಿಸಿಎಂಎಸ್ ಆವರಣದಲ್ಲಿ ಬುಧವಾರ ನಡೆದ ಅಖಿಲ ಭಾರತ ಸಹಕಾರ ಸಪ್ತಾಹ ಕಾರ್ಯಕ್ರಮವನ್ನು ಉದ್ಘಾಟಿಸಿ ಅವರು ಮಾತನಾಡಿದರು. — [194, 189, 313, 216]
paragraph: ಚುನಾವಣಾಧಿಕಾರಿ ಅವರ ಸಮ್ಮುಖದಲ್ಲಿ ನಡೆದ ಪ್ರಕ್ರಿಯೆಯಲ್ಲಿ ಬೇರೆ ಯಾರೂ ನಾಮಪತ್ರ ಸಲ್ಲಿಸದ ಕಾರಣ ಅವರನ್ನು ಆಯ್ಕೆಯಾದವರೆಂದು ಘೋಷಿಸಲಾಯಿತು. — [8, 922, 182, 940]
mid-left-byline: ಪ್ರತಿನಿಧಿ ವರದಿ ಅರಸೀಕೆರೆ — [8, 632, 67, 642]
email-text: prathinidhidaily@gmail.com — [273, 38, 384, 48]
paragraph: ಪ್ರತಿಭಟನಾಕಾರರು ಫಲಕಗಳನ್ನು ಹಿಡಿದು ಘೋಷಣೆ ಕೂಗುತ್ತಾ ಮುಖ್ಯರಸ್ತೆಗಳಲ್ಲಿ ಸಾಗಿದರು. ಬಳಿಕ ತಹಶೀಲ್ದಾರ್ ಕಚೇರಿ ಎದುರು ಜಮಾಯಿಸಿದರು. — [194, 890, 311, 918]
website-text: www.prathinidhi.net — [87, 38, 166, 48]
bottom-headline: ಹೇಮಾವತಿ ಯೋಜನೆ ಕಚೇರಿ ಪೀಠೋಪಕರಣ ಜಪ್ತಿ — [212, 1024, 595, 1053]
left-photo — [8, 119, 182, 191]
section-label: ಸುದ್ದಿ ಪಂಕ್ತಿ — [882, 79, 937, 92]
bottom-body-a — [117, 1071, 227, 1143]
paragraph: ಚಾಲಕರಿಗೆ ವಿಮಾ ಸೌಲಭ್ಯ, ಮಕ್ಕಳಿಗೆ ವಿದ್ಯಾರ್ಥಿವೇತನ ಸೇರಿದಂತೆ ಹಲವು ಯೋಜನೆಗಳನ್ನು ಜಾರಿಗೊಳಿಸಬೇಕು ಎಂದು ಒತ್ತಾಯಿಸಿದರು. — [821, 205, 937, 233]
mid-right-body-a — [357, 643, 461, 715]
paragraph: ತಾಲೂಕಿನ 39 ಕೃಷಿ ಪತ್ತಿನ ಸಹಕಾರ ಸಂಘಗಳ ಮೂಲಕ ಈ ಸಾಲಿನಲ್ಲಿ ರೈತರಿಗೆ 340 ಕೋಟಿ ರೂ. ಸಾಲ ನೀಡಲಾಗಿದೆ ಎಂದು ಶಾಸಕ ಸಿ.ಎನ್. ಬಾಲಕೃಷ್ಣ ತಿಳಿಸಿದರು. — [194, 146, 313, 184]
paragraph: ಮೆರವಣಿಗೆಯಲ್ಲಿ ವಿವಿಧ ಸಂಘಟನೆಗಳ ಮುಖಂಡರು, ಕಾರ್ಯಕರ್ತರು, ಯುವಕರು ಹೆಚ್ಚಿನ ಸಂಖ್ಯೆಯಲ್ಲಿ ಪಾಲ್ಗೊಂಡಿದ್ದರು. — [442, 953, 563, 981]
paragraph: ಮಹಿಳೆಯರು ಮಂಗಳಾರತಿ ಬೆಳಗಿ ಭಕ್ತಿ ಸಮರ್ಪಿಸಿದರು. ಸಂಜೆ ದೀಪೋತ್ಸವ ಹಾಗೂ ಅನ್ನಸಂತರ್ಪಣೆ ನಡೆಯಿತು. — [821, 382, 937, 400]
middle-section — [8, 606, 937, 792]
bottom-byline: ಪ್ರತಿನಿಧಿ ವರದಿ ಹಾಸನ — [116, 1059, 169, 1069]
photo-credit: ಪ್ರತಿನಿಧಿ — [174, 121, 181, 134]
social-text: prathinidhinews — [188, 38, 251, 48]
right-story-2-byline: ಪ್ರತಿನಿಧಿ ವರದಿ ಸಕಲೇಶಪುರ — [700, 525, 766, 535]
phone-icon: ✆ — [394, 41, 405, 52]
paragraph: ಯುವತಿಯ ಸಾವಿನ ಪ್ರಕರಣ ಅಮಾನವೀಯವಾಗಿದ್ದು, ತಪ್ಪಿತಸ್ಥರಿಗೆ ಶಿಕ್ಷೆಯಾಗಬೇಕು ಎಂದು ಒತ್ತಾಯಿಸಲಾಯಿತು. — [8, 1035, 110, 1063]
main-body-b — [437, 253, 555, 325]
right-story-1-headline: ಪಡುವಲಲು ಗ್ರಾಮದಲ್ಲಿ ಕಾರ್ತೀಕ ಮಾಸ — [719, 277, 919, 295]
bottom-body-c — [580, 1060, 690, 1122]
ad-box — [701, 1004, 937, 1209]
